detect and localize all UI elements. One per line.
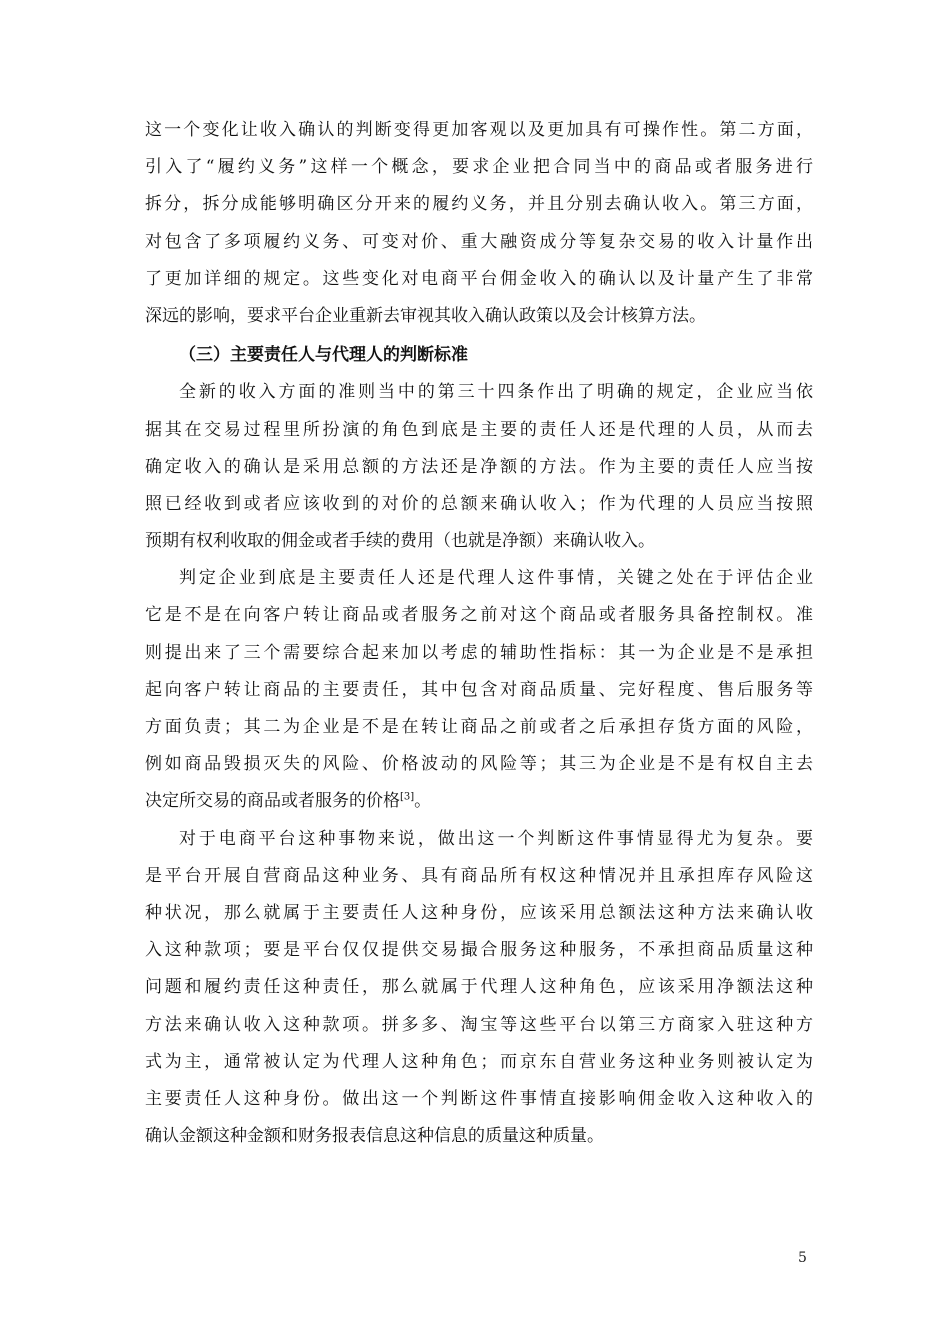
text-line: 对包含了多项履约义务、可变对价、重大融资成分等复杂交易的收入计量作出 <box>145 231 813 252</box>
section-heading: （三）主要责任人与代理人的判断标准 <box>179 345 468 366</box>
text-line: 它是不是在向客户转让商品或者服务之前对这个商品或者服务具备控制权。准 <box>145 605 813 626</box>
paragraph-ecommerce-judgment <box>145 821 813 1156</box>
paragraph-control-indicators <box>145 560 813 820</box>
page-number: 5 <box>798 1250 807 1266</box>
text-line <box>145 783 813 820</box>
text-line: 据其在交易过程里所扮演的角色到底是主要的责任人还是代理的人员，从而去 <box>145 419 813 440</box>
text-line: 深远的影响，要求平台企业重新去审视其收入确认政策以及会计核算方法。 <box>145 305 706 326</box>
text-line: 照已经收到或者应该收到的对价的总额来确认收入；作为代理的人员应当按照 <box>145 493 813 514</box>
text-line: 种状况，那么就属于主要责任人这种身份，应该采用总额法这种方法来确认收 <box>145 902 813 923</box>
citation-reference: [3] <box>400 791 415 803</box>
text-line: 拆分，拆分成能够明确区分开来的履约义务，并且分别去确认收入。第三方面， <box>145 194 813 215</box>
paragraph-revenue-changes <box>145 112 813 335</box>
text-line: 引入了“履约义务”这样一个概念，要求企业把合同当中的商品或者服务进行 <box>145 157 813 178</box>
text-line: 确定收入的确认是采用总额的方法还是净额的方法。作为主要的责任人应当按 <box>145 456 813 477</box>
text-line: 方面负责；其二为企业是不是在转让商品之前或者之后承担存货方面的风险， <box>145 717 813 737</box>
text-line: 这一个变化让收入确认的判断变得更加客观以及更加具有可操作性。第二方面， <box>145 120 813 140</box>
text-line: 判定企业到底是主要责任人还是代理人这件事情，关键之处在于评估企业 <box>179 568 813 589</box>
text-segment: 决定所交易的商品或者服务的价格 <box>145 791 400 812</box>
text-line: 则提出来了三个需要综合起来加以考虑的辅助性指标：其一为企业是不是承担 <box>145 642 813 663</box>
text-segment: 。 <box>414 791 432 812</box>
text-line: 问题和履约责任这种责任，那么就属于代理人这种角色，应该采用净额法这种 <box>145 977 813 998</box>
text-line: 主要责任人这种身份。做出这一个判断这件事情直接影响佣金收入这种收入的 <box>145 1088 813 1109</box>
text-line: 了更加详细的规定。这些变化对电商平台佣金收入的确认以及计量产生了非常 <box>145 268 813 289</box>
text-line: 例如商品毁损灭失的风险、价格波动的风险等；其三为企业是不是有权自主去 <box>145 754 813 775</box>
text-line: 对于电商平台这种事物来说，做出这一个判断这件事情显得尤为复杂。要 <box>179 828 813 849</box>
text-line: 方法来确认收入这种款项。拼多多、淘宝等这些平台以第三方商家入驻这种方 <box>145 1014 813 1035</box>
text-line: 全新的收入方面的准则当中的第三十四条作出了明确的规定，企业应当依 <box>179 382 813 403</box>
text-line: 是平台开展自营商品这种业务、具有商品所有权这种情况并且承担库存风险这 <box>145 865 813 886</box>
text-line: 入这种款项；要是平台仅仅提供交易撮合服务这种服务，不承担商品质量这种 <box>145 940 813 961</box>
text-line: 预期有权利收取的佣金或者手续的费用（也就是净额）来确认收入。 <box>145 531 655 552</box>
page-body <box>145 112 813 1155</box>
paragraph-article-34 <box>145 374 813 560</box>
text-line: 确认金额这种金额和财务报表信息这种信息的质量这种质量。 <box>145 1126 604 1147</box>
text-line: 起向客户转让商品的主要责任，其中包含对商品质量、完好程度、售后服务等 <box>145 679 813 700</box>
text-line: 式为主，通常被认定为代理人这种角色；而京东自营业务这种业务则被认定为 <box>145 1051 813 1072</box>
